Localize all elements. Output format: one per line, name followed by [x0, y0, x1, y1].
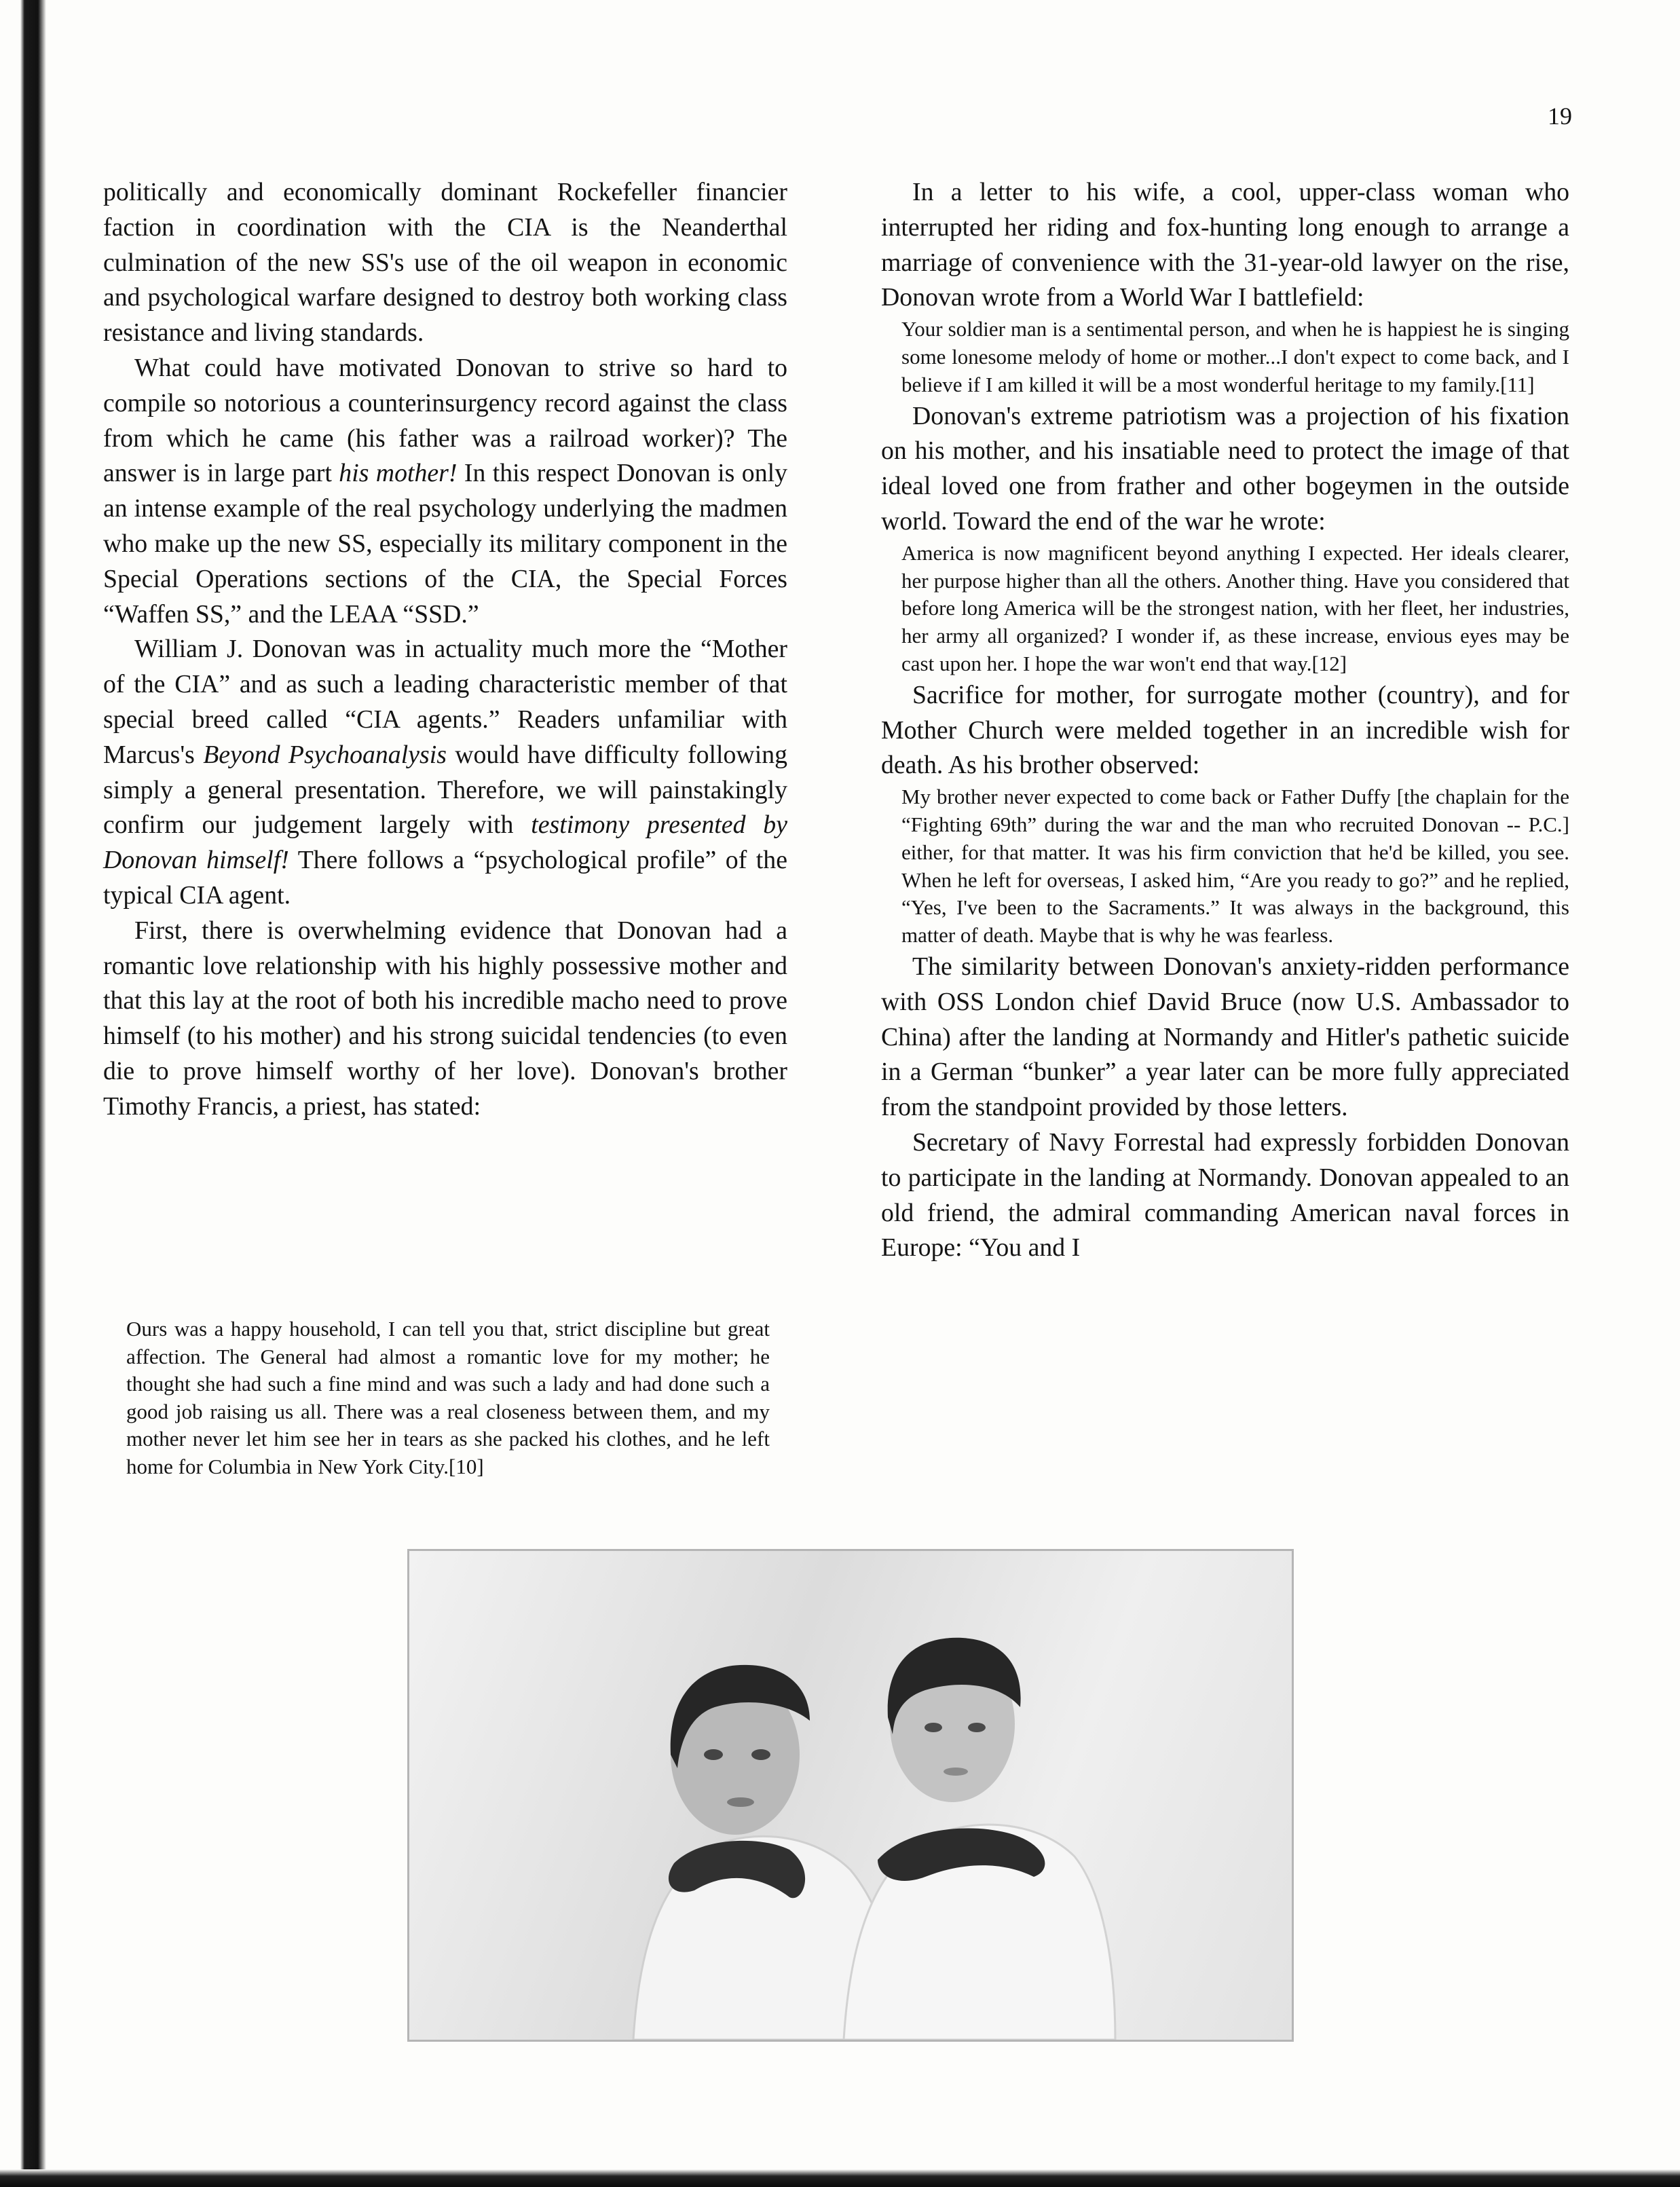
block-quote-brother-observed: My brother never expected to come back or Father Duffy [the chaplain for the “Fighting 69th” during the war and the man who recruited Donovan -- P.C.] either, for that matter. It was his firm conviction that he'd be killed, you see. When he left for overseas, I asked him, “Are you ready to go?” and he replied, “Yes, I've been to the Sacraments.” It was always in the background, this matter of death. Maybe that is why he was fearless. [901, 785, 1569, 948]
right-paragraph-1: In a letter to his wife, a cool, upper-class woman who interrupted her riding and fox-hunting long enough to arrange a marriage of convenience with the 31-year-old lawyer on the rise, Donovan wrote from a World War I battlefield: [881, 178, 1569, 312]
left-paragraph-3 [103, 632, 787, 913]
left-paragraph-2-text-b: In this respect Donovan is only an intense example of the real psychology underlying the madmen who make up the new SS, especially its military component in the Special Operations sections of the CIA, the Special Forces “Waffen SS,” and the LEAA “SSD.” [103, 459, 787, 629]
block-quote-brother: Ours was a happy household, I can tell you that, strict discipline but great affection. The General had almost a romantic love for my mother; he thought she had such a fine mind and was such a lady and had done such a good job raising us all. There was a real closeness between them, and my mother never let him see her in tears as she packed his clothes, and he left home for Columbia in New York City.[10] [126, 1317, 770, 1478]
photo-figures [409, 1551, 1292, 2040]
left-paragraph-2 [103, 351, 787, 632]
block-quote-war-letter: America is now magnificent beyond anything I expected. Her ideals clearer, her purpose higher than all the others. Another thing. Have you considered that before long America will be the strongest nation, with her fleet, her industries, her army all organized? I wonder if, as these increase, envious eyes may be cast upon her. I hope the war won't end that way.[12] [901, 540, 1569, 675]
right-paragraph-3: Sacrifice for mother, for surrogate mother (country), and for Mother Church were melded together in an incredible wish for death. As his brother observed: [881, 680, 1569, 780]
left-paragraph-2-emphasis: his mother! [339, 459, 458, 488]
scan-bottom-edge [0, 2169, 1680, 2187]
right-paragraph-2: Donovan's extreme patriotism was a projection of his fixation on his mother, and his insatiable need to protect the image of that ideal loved one from frather and other bogeymen in the outside world. Toward the end of the war he wrote: [881, 401, 1569, 536]
left-paragraph-3-text-a: William J. Donovan was in actuality much more the “Mother of the CIA” and as such a leading characteristic member of that special breed called “CIA agents.” Readers unfamiliar with Marcus's [103, 635, 787, 769]
right-paragraph-5: Secretary of Navy Forrestal had expressly forbidden Donovan to participate in the landing at Normandy. Donovan appealed to an old friend, the admiral commanding American naval forces in Europe: “You and I [881, 1127, 1569, 1263]
left-paragraph-2-text-a: What could have motivated Donovan to strive so hard to compile so notorious a counterinsurgency record against the class from which he came (his father was a railroad worker)? The answer is in large part [103, 353, 787, 488]
book-binding-edge [0, 0, 61, 2187]
right-boy-figure [844, 1638, 1115, 2040]
page-number: 19 [1548, 102, 1572, 130]
left-paragraph-1: politically and economically dominant Rockefeller financier faction in coordination with the CIA is the Neanderthal culmination of the new SS's use of the oil weapon in economic and psychological warfare designed to destroy both working class resistance and living standards. [103, 178, 787, 348]
left-paragraph-3-text-b: would have difficulty following simply a general presentation. Therefore, we will painstakingly confirm our judgement largely with [103, 740, 787, 840]
left-column [103, 175, 787, 1125]
photo-two-boys [407, 1549, 1294, 2042]
book-title-beyond-psychoanalysis: Beyond Psychoanalysis [203, 740, 447, 769]
block-quote-letter-wife: Your soldier man is a sentimental person, and when he is happiest he is singing some lonesome melody of home or mother...I don't expect to come back, and I believe if I am killed it will be a most wonderful heritage to my family.[11] [901, 317, 1569, 396]
left-paragraph-4: First, there is overwhelming evidence that Donovan had a romantic love relationship with his highly possessive mother and that this lay at the root of both his incredible macho need to prove himself (to his mother) and his strong suicidal tendencies (to even die to prove himself worthy of her love). Donovan's brother Timothy Francis, a priest, has stated: [103, 916, 787, 1121]
right-paragraph-4: The similarity between Donovan's anxiety-ridden performance with OSS London chief David Bruce (now U.S. Ambassador to China) after the landing at Normandy and Hitler's pathetic suicide in a German “bunker” a year later can be more fully appreciated from the standpoint provided by those letters. [881, 952, 1569, 1122]
left-paragraph-3-emphasis: testimony presented by Donovan himself! [103, 810, 787, 875]
left-paragraph-3-text-c: There follows a “psychological profile” of the typical CIA agent. [103, 846, 787, 910]
right-column [881, 175, 1569, 1266]
